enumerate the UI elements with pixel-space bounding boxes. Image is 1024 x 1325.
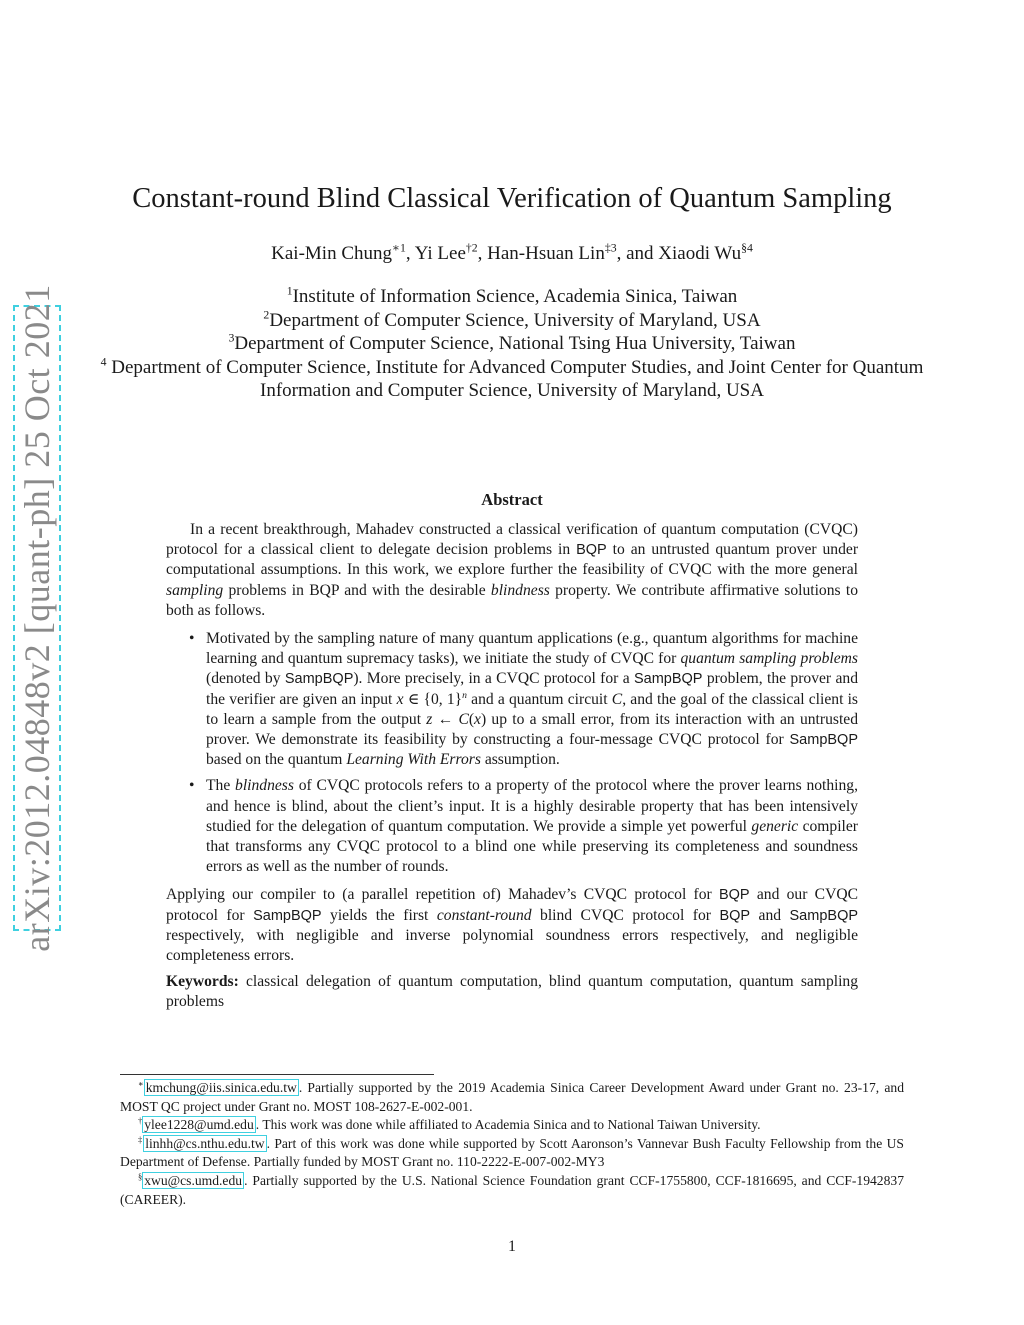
- email-link[interactable]: kmchung@iis.sinica.edu.tw: [145, 1080, 297, 1095]
- author-name: Kai-Min Chung: [271, 243, 393, 264]
- footnote: † ylee1228@umd.edu . This work was done while affiliated to Academia Sinica and to National Taiwan University.: [138, 1115, 761, 1133]
- author-mark: §4: [741, 241, 753, 255]
- affiliation: $^1$Institute of Information Science, Academia Sinica, Taiwan: [286, 284, 738, 307]
- contribution-item-blindness: • The blindness of CVQC protocols refers to a property of the protocol where the prover learns nothing, and hence is blind, about the client’s input. It is a highly desirable property that has been intensively studied for the delegation of quantum computation. We provide a simple yet powerful generic compiler that transforms any CVQC protocol to a blind one while preserving its completeness and soundness errors as well as the number of rounds.: [206, 776, 858, 877]
- keywords: [166, 972, 858, 1012]
- footnote: ‡ linhh@cs.nthu.edu.tw . Part of this work was done while supported by Scott Aaronson’s Vannevar Bush Faculty Fellowship from the US Department of Defense. Partially funded by MOST Grant no. 110-2222-E-007-002-MY3: [120, 1134, 904, 1170]
- affiliation: $^4$ Department of Computer Science, Institute for Advanced Computer Studies, and Joint Center for Quantum Information and Computer Science, University of Maryland, USA: [100, 355, 924, 401]
- footnote: § xwu@cs.umd.edu . Partially supported by the U.S. National Science Foundation grant CCF-1755800, CCF-1816695, and CCF-1942837 (CAREER).: [120, 1171, 904, 1207]
- keywords-label: Keywords:: [166, 973, 239, 991]
- author-mark: ‡3: [604, 241, 617, 255]
- abstract-heading: Abstract: [481, 490, 543, 509]
- arxiv-identifier-stamp[interactable]: [13, 284, 61, 952]
- author-mark: †2: [465, 241, 478, 255]
- footnote: ∗ kmchung@iis.sinica.edu.tw . Partially supported by the 2019 Academia Sinica Career Development Award under Grant no. 23-17, and MOST QC project under Grant no. MOST 108-2627-E-002-001.: [120, 1078, 904, 1114]
- affiliation: $^2$Department of Computer Science, University of Maryland, USA: [263, 308, 761, 331]
- footnotes: [120, 1079, 904, 1209]
- email-link[interactable]: linhh@cs.nthu.edu.tw: [145, 1135, 265, 1151]
- keywords-text: classical delegation of quantum computation, blind quantum computation, quantum sampling problems: [166, 973, 858, 1011]
- arxiv-identifier-text: arXiv:2012.04848v2 [quant-ph] 25 Oct 2021: [17, 284, 57, 952]
- abstract-body: [166, 520, 858, 1013]
- affiliation: $^3$Department of Computer Science, National Tsing Hua University, Taiwan: [228, 331, 796, 354]
- abstract-intro: In a recent breakthrough, Mahadev constructed a classical verification of quantum computation (CVQC) protocol for a classical client to delegate decision problems in BQP to an untrusted quantum prover under computational assumptions. In this work, we explore further the feasibility of CVQC with the more general sampling problems in BQP and with the desirable blindness property. We contribute affirmative solutions to both as follows.: [166, 521, 859, 619]
- author-name: Han-Hsuan Lin: [487, 243, 605, 264]
- author-name: Yi Lee: [414, 243, 466, 264]
- page-number: 1: [508, 1238, 516, 1255]
- email-link[interactable]: ylee1228@umd.edu: [144, 1117, 254, 1133]
- email-link[interactable]: xwu@cs.umd.edu: [144, 1172, 243, 1188]
- author-list: Kai-Min Chung$^{∗1}$, Yi Lee$^{\dagger 2}$, Han-Hsuan Lin$^{\ddagger 3}$, and Xiaodi Wu$^{\S 4}$: [271, 241, 753, 264]
- affiliation-list: [100, 285, 924, 403]
- footnote-divider: [120, 1074, 434, 1075]
- abstract-closing: Applying our compiler to (a parallel repetition of) Mahadev’s CVQC protocol for BQP and our CVQC protocol for SampBQP yields the first constant-round blind CVQC protocol for BQP and SampBQP respectively, with negligible and inverse polynomial soundness errors respectively, and negligible completeness errors.: [166, 886, 859, 965]
- author-mark: ∗1: [392, 241, 406, 255]
- paper-title: Constant-round Blind Classical Verification of Quantum Sampling: [132, 183, 892, 214]
- contribution-list: [166, 629, 858, 877]
- contribution-item-sampling: • Motivated by the sampling nature of many quantum applications (e.g., quantum algorithms for machine learning and quantum supremacy tasks), we initiate the study of CVQC for quantum sampling problems (denoted by SampBQP). More precisely, in a CVQC protocol for a SampBQP problem, the prover and the verifier are given an input x ∈ {0, 1}$^n$ and a quantum circuit C, and the goal of the classical client is to learn a sample from the output z ← C(x) up to a small error, from its interaction with an untrusted prover. We demonstrate its feasibility by constructing a four-message CVQC protocol for SampBQP based on the quantum Learning With Errors assumption.: [206, 629, 858, 770]
- author-name: Xiaodi Wu: [658, 243, 742, 264]
